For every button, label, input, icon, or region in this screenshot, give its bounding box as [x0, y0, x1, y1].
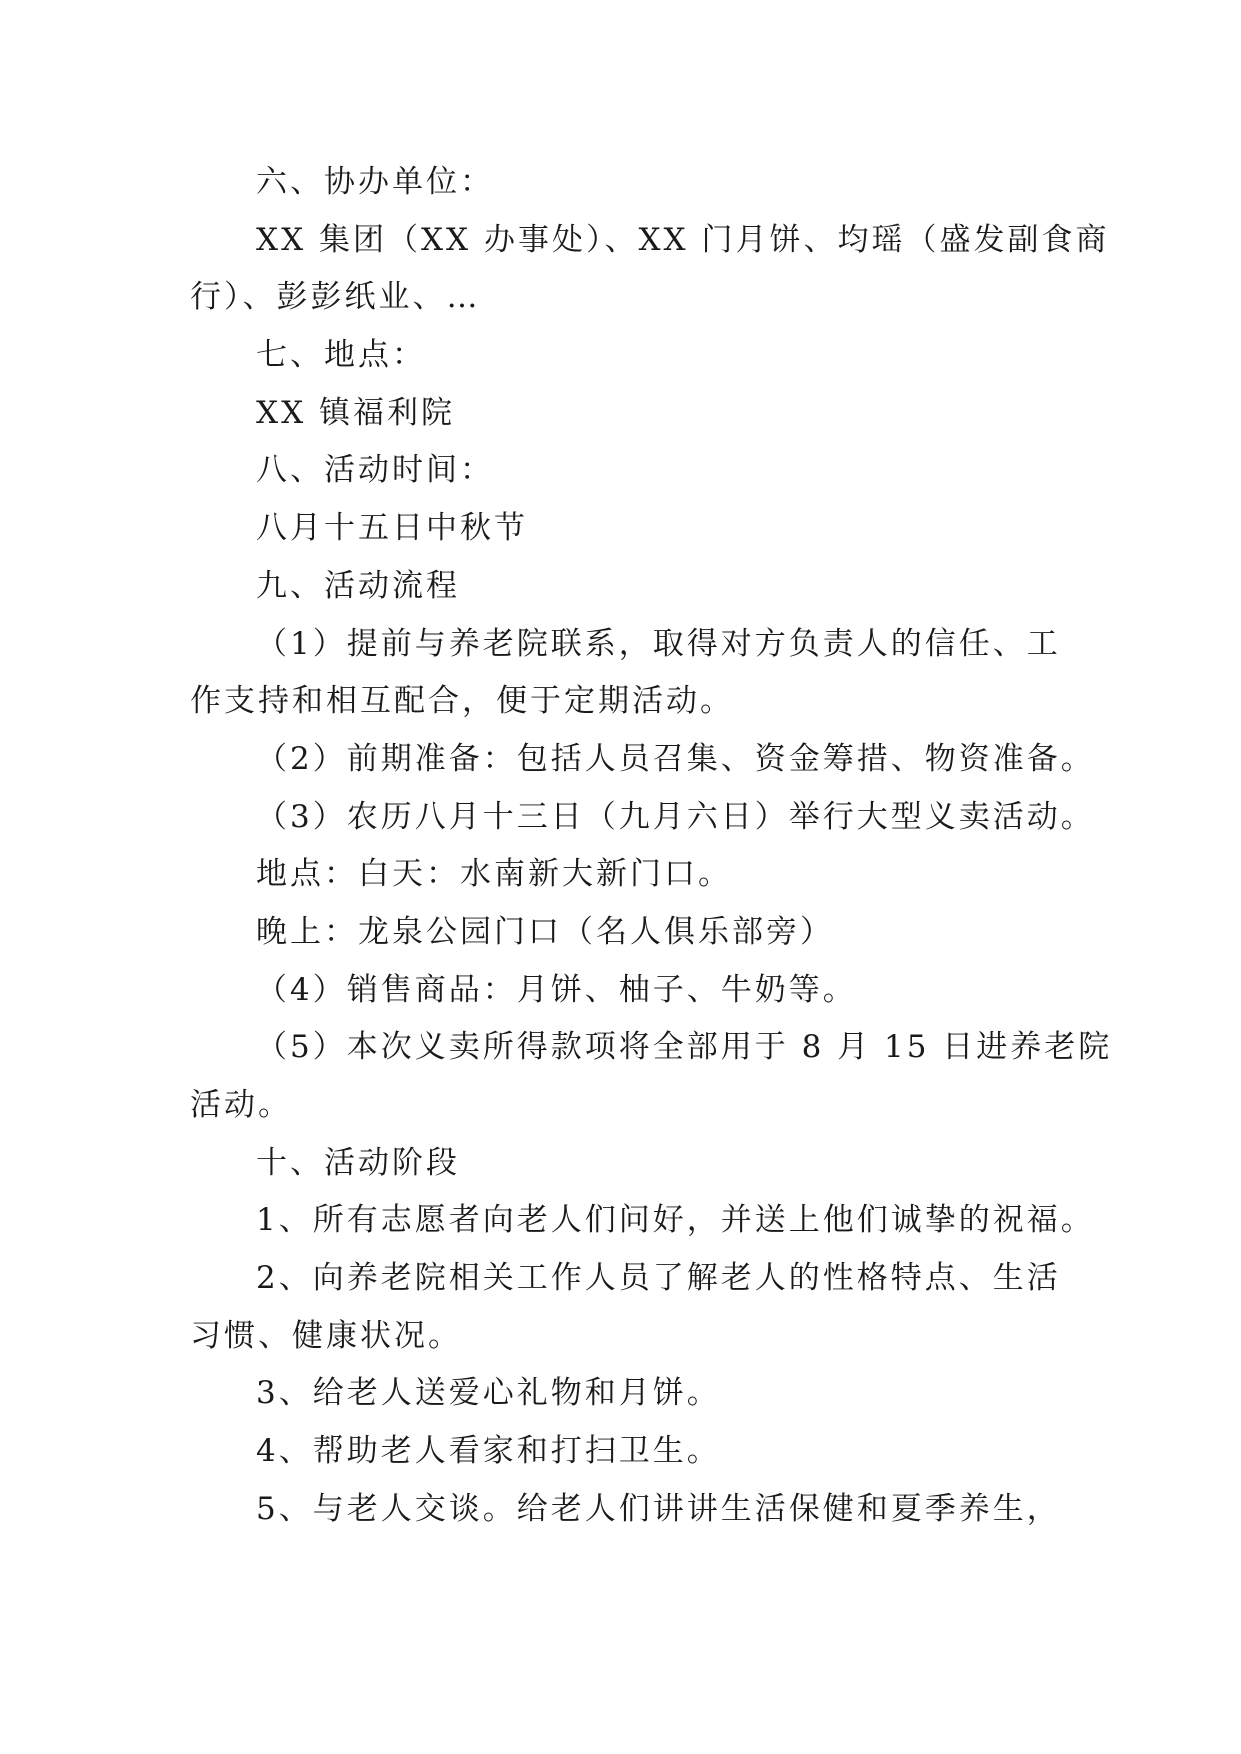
- text-line: 晚上：龙泉公园门口（名人俱乐部旁）: [256, 913, 834, 950]
- text-line: 1、所有志愿者向老人们问好，并送上他们诚挚的祝福。: [256, 1202, 1095, 1239]
- text-line: 六、协办单位：: [256, 164, 494, 200]
- text-line: （1）提前与养老院联系，取得对方负责人的信任、工: [256, 625, 1061, 662]
- text-line: 八月十五日中秋节: [256, 510, 528, 547]
- document-body: [190, 154, 1113, 1539]
- text-line: 地点：白天：水南新大新门口。: [256, 856, 732, 893]
- text-line: 行）、彭彭纸业、…: [190, 279, 481, 316]
- text-line: （5）本次义卖所得款项将全部用于 8 月 15 日进养老院: [256, 1029, 1113, 1066]
- text-line: XX 镇福利院: [256, 394, 455, 431]
- text-line: 活动。: [190, 1087, 292, 1123]
- text-line: 十、活动阶段: [256, 1144, 460, 1181]
- text-line: （2）前期准备：包括人员召集、资金筹措、物资准备。: [256, 740, 1095, 777]
- text-line: 作支持和相互配合，便于定期活动。: [190, 683, 734, 720]
- text-line: 2、向养老院相关工作人员了解老人的性格特点、生活: [256, 1260, 1061, 1297]
- text-line: 4、帮助老人看家和打扫卫生。: [256, 1433, 721, 1470]
- text-line: 习惯、健康状况。: [190, 1317, 462, 1354]
- text-line: （4）销售商品：月饼、柚子、牛奶等。: [256, 971, 857, 1008]
- text-line: 七、地点：: [256, 337, 426, 374]
- text-line: 3、给老人送爱心礼物和月饼。: [256, 1375, 721, 1412]
- text-line: （3）农历八月十三日（九月六日）举行大型义卖活动。: [256, 798, 1095, 835]
- text-line: 九、活动流程: [256, 567, 460, 604]
- text-line: 八、活动时间：: [256, 452, 494, 489]
- text-line: XX 集团（XX 办事处）、XX 门月饼、均瑶（盛发副食商: [256, 221, 1110, 258]
- text-line: 5、与老人交谈。给老人们讲讲生活保健和夏季养生，: [256, 1490, 1061, 1527]
